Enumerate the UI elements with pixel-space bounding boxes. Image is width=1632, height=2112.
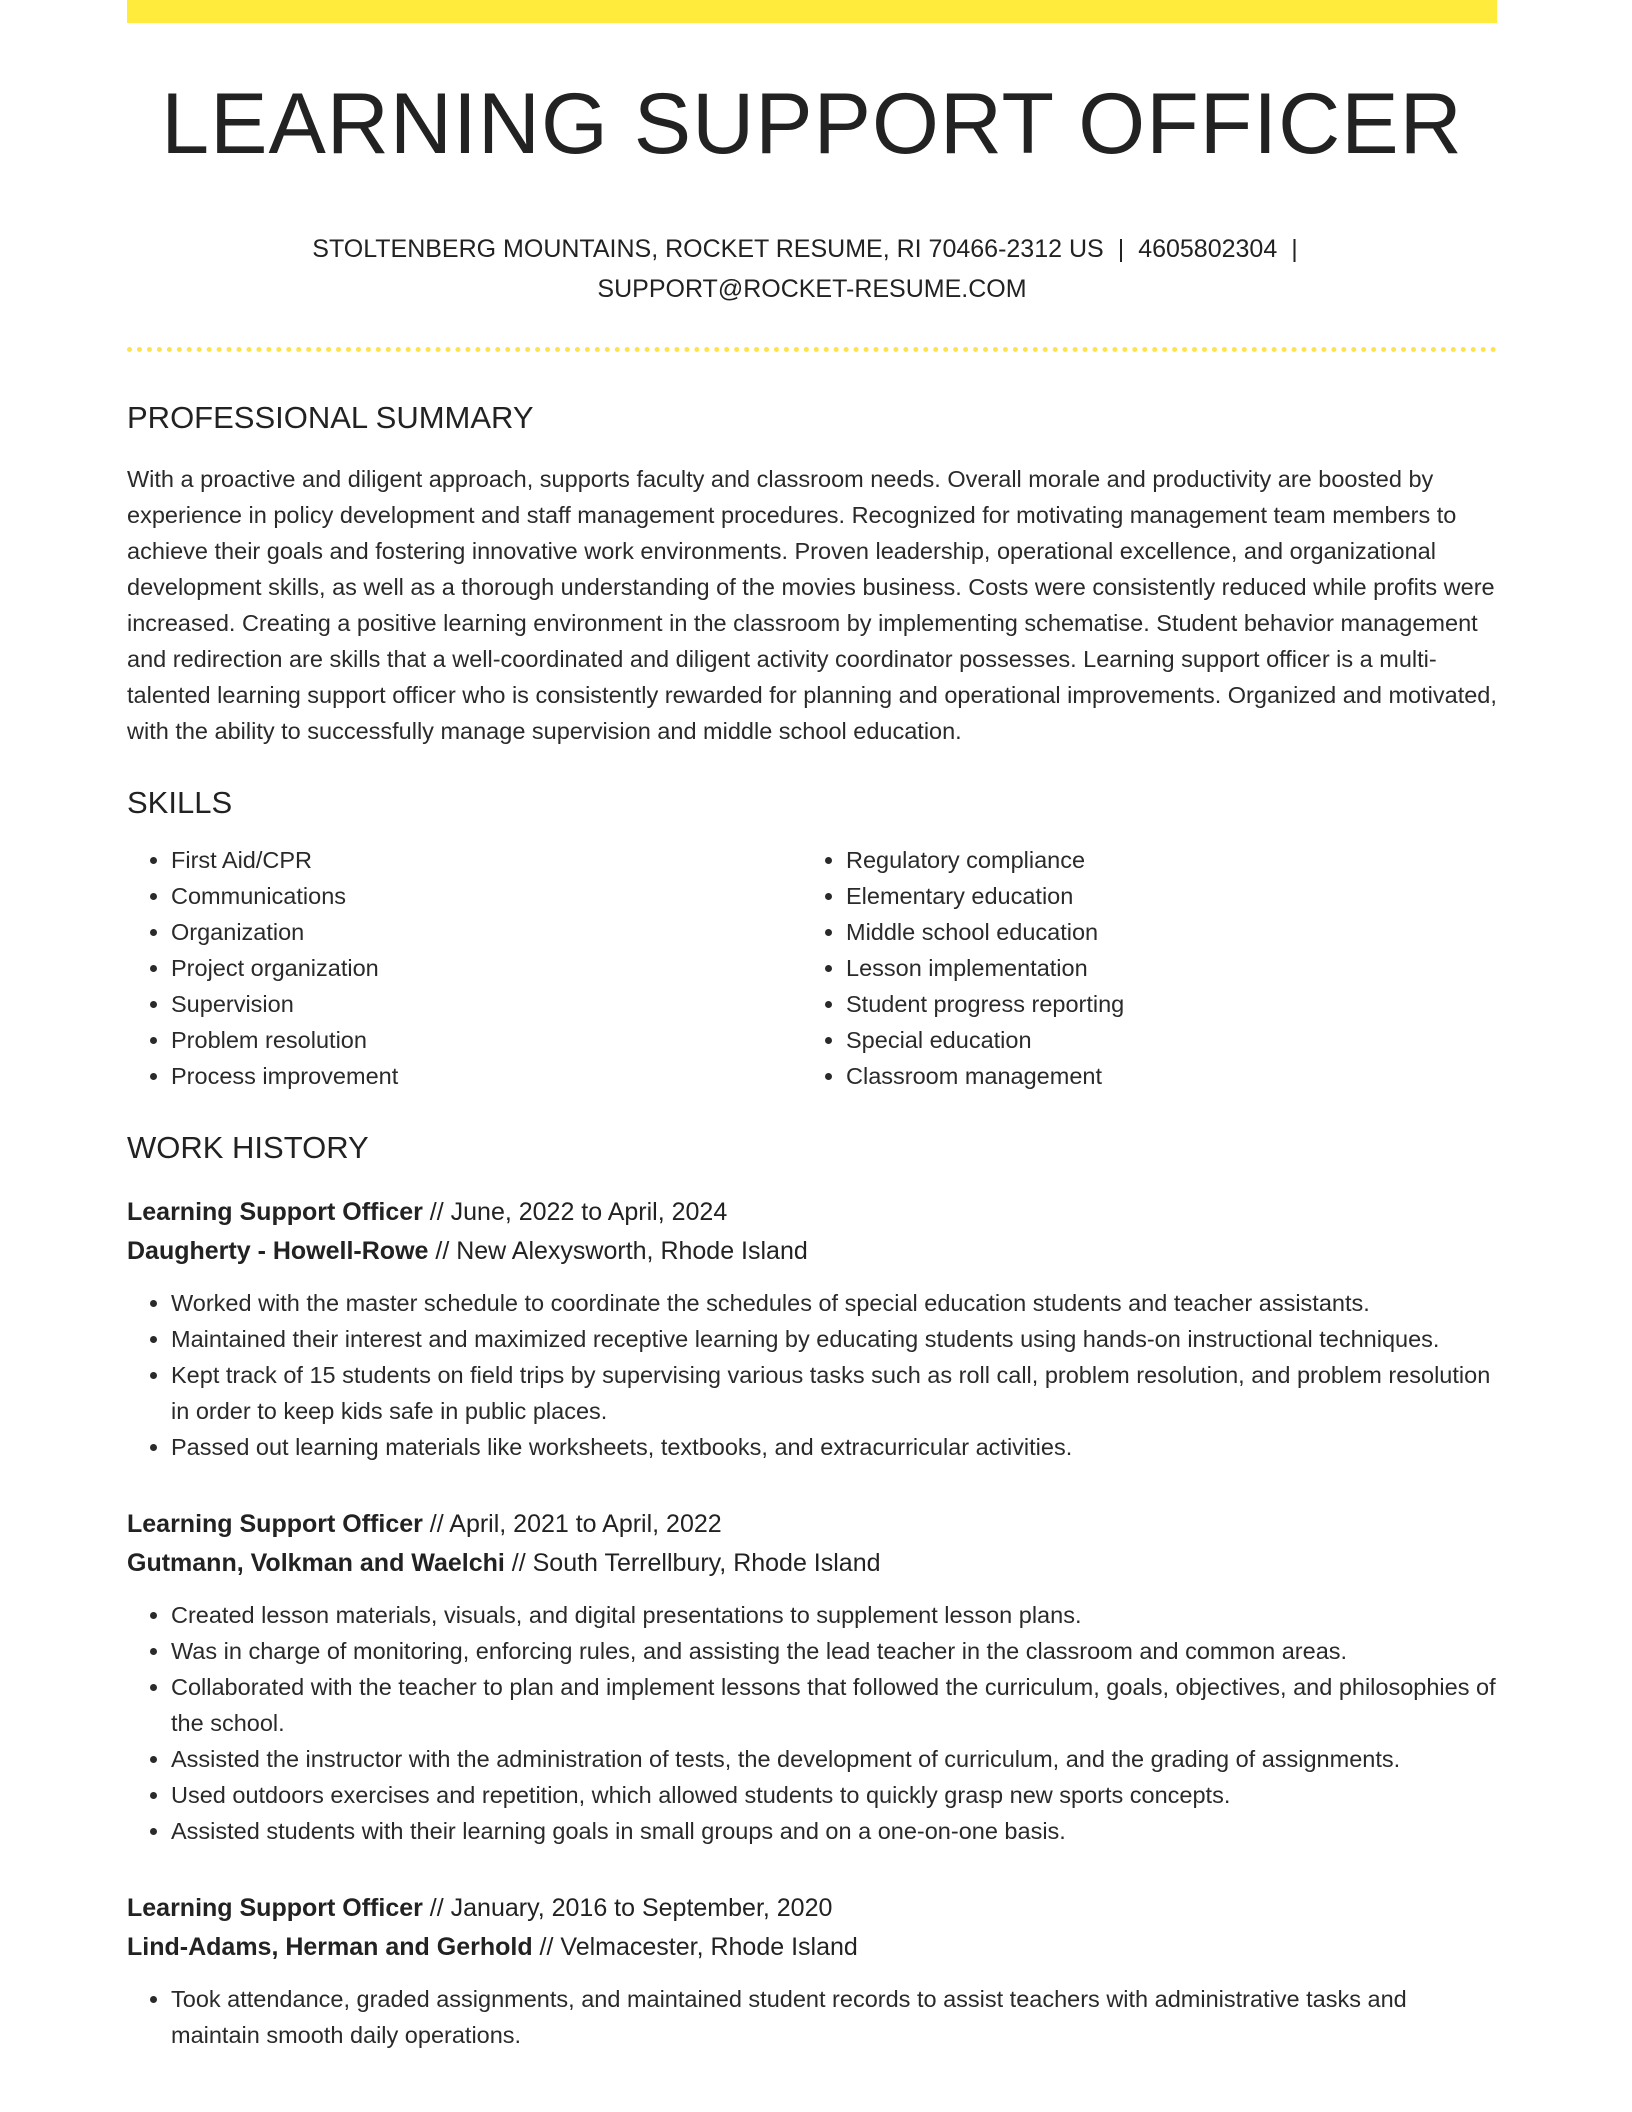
job-bullet: • Took attendance, graded assignments, and maintained student records to assist teachers with administrative tasks and maintain smooth daily operations. [171, 1981, 1497, 2053]
job-location: // Velmacester, Rhode Island [532, 1933, 858, 1961]
skill-item: • Classroom management [846, 1058, 1477, 1094]
skill-item: • Communications [171, 878, 802, 914]
job-bullet: • Passed out learning materials like worksheets, textbooks, and extracurricular activities. [171, 1429, 1497, 1465]
summary-heading: PROFESSIONAL SUMMARY [127, 400, 534, 435]
job-role-line [127, 1193, 1497, 1232]
skills-list [127, 842, 1497, 1094]
skill-item: • Regulatory compliance [846, 842, 1477, 878]
resume-page [127, 0, 1497, 2053]
job-dates: // January, 2016 to September, 2020 [422, 1894, 833, 1922]
top-accent-bar [127, 0, 1497, 23]
skill-item: • Problem resolution [171, 1022, 802, 1058]
skill-item: • Organization [171, 914, 802, 950]
skill-item: • Middle school education [846, 914, 1477, 950]
skill-item: • Lesson implementation [846, 950, 1477, 986]
skill-item: • Special education [846, 1022, 1477, 1058]
job-entry [127, 1505, 1497, 1849]
skill-item: • Process improvement [171, 1058, 802, 1094]
job-bullet: • Was in charge of monitoring, enforcing rules, and assisting the lead teacher in the classroom and common areas. [171, 1633, 1497, 1669]
contact-address: STOLTENBERG MOUNTAINS, ROCKET RESUME, RI 70466-2312 US [312, 235, 1104, 263]
job-dates: // April, 2021 to April, 2022 [422, 1510, 722, 1538]
skills-heading: SKILLS [127, 785, 233, 820]
resume-title: LEARNING SUPPORT OFFICER [161, 76, 1463, 172]
contact-email: SUPPORT@ROCKET-RESUME.COM [597, 275, 1027, 303]
job-company: Daugherty - Howell-Rowe [127, 1237, 429, 1265]
job-entry [127, 1889, 1497, 2053]
skill-item: • Student progress reporting [846, 986, 1477, 1022]
job-bullets [127, 1597, 1497, 1849]
job-location: // South Terrellbury, Rhode Island [504, 1549, 881, 1577]
job-role: Learning Support Officer [127, 1894, 423, 1922]
skills-column-left [127, 842, 802, 1094]
job-dates: // June, 2022 to April, 2024 [422, 1198, 728, 1226]
job-role: Learning Support Officer [127, 1198, 423, 1226]
contact-separator: | [1117, 235, 1125, 263]
skills-column-right [802, 842, 1477, 1094]
skill-item: • Supervision [171, 986, 802, 1022]
job-bullets [127, 1981, 1497, 2053]
job-bullet: • Assisted students with their learning goals in small groups and on a one-on-one basis. [171, 1813, 1497, 1849]
job-company: Gutmann, Volkman and Waelchi [127, 1549, 505, 1577]
skill-item: • First Aid/CPR [171, 842, 802, 878]
job-bullet: • Used outdoors exercises and repetition, which allowed students to quickly grasp new sports concepts. [171, 1777, 1497, 1813]
job-bullet: • Maintained their interest and maximized receptive learning by educating students using hands-on instructional techniques. [171, 1321, 1497, 1357]
job-bullet: • Created lesson materials, visuals, and digital presentations to supplement lesson plans. [171, 1597, 1497, 1633]
job-entry [127, 1193, 1497, 1465]
job-bullet: • Assisted the instructor with the administration of tests, the development of curriculum, and the grading of assignments. [171, 1741, 1497, 1777]
job-company-line [127, 1232, 1497, 1271]
job-company: Lind-Adams, Herman and Gerhold [127, 1933, 533, 1961]
skill-item: • Project organization [171, 950, 802, 986]
job-bullet: • Kept track of 15 students on field trips by supervising various tasks such as roll call, problem resolution, and problem resolution in order to keep kids safe in public places. [171, 1357, 1497, 1429]
contact-phone: 4605802304 [1138, 235, 1278, 263]
header-divider [127, 347, 1497, 352]
contact-separator: | [1291, 235, 1298, 263]
job-role-line [127, 1505, 1497, 1544]
work-history-list [127, 1193, 1497, 2053]
job-bullet: • Collaborated with the teacher to plan and implement lessons that followed the curriculum, goals, objectives, and philosophies of the school. [171, 1669, 1497, 1741]
contact-info [127, 229, 1497, 309]
skill-item: • Elementary education [846, 878, 1477, 914]
job-bullet: • Worked with the master schedule to coordinate the schedules of special education students and teacher assistants. [171, 1285, 1497, 1321]
job-bullets [127, 1285, 1497, 1465]
job-role-line [127, 1889, 1497, 1928]
job-company-line [127, 1928, 1497, 1967]
job-company-line [127, 1544, 1497, 1583]
job-role: Learning Support Officer [127, 1510, 423, 1538]
summary-text: With a proactive and diligent approach, supports faculty and classroom needs. Overall morale and productivity are boosted by experience in policy development and staff management procedures. Recognized for motivating management team members to achieve their goals and fostering innovative work environments. Proven leadership, operational excellence, and organizational development skills, as well as a thorough understanding of the movies business. Costs were consistently reduced while profits were increased. Creating a positive learning environment in the classroom by implementing schematise. Student behavior management and redirection are skills that a well-coordinated and diligent activity coordinator possesses. Learning support officer is a multi-talented learning support officer who is consistently rewarded for planning and operational improvements. Organized and motivated, with the ability to successfully manage supervision and middle school education. [127, 466, 1497, 744]
work-history-heading: WORK HISTORY [127, 1130, 369, 1165]
job-location: // New Alexysworth, Rhode Island [428, 1237, 808, 1265]
